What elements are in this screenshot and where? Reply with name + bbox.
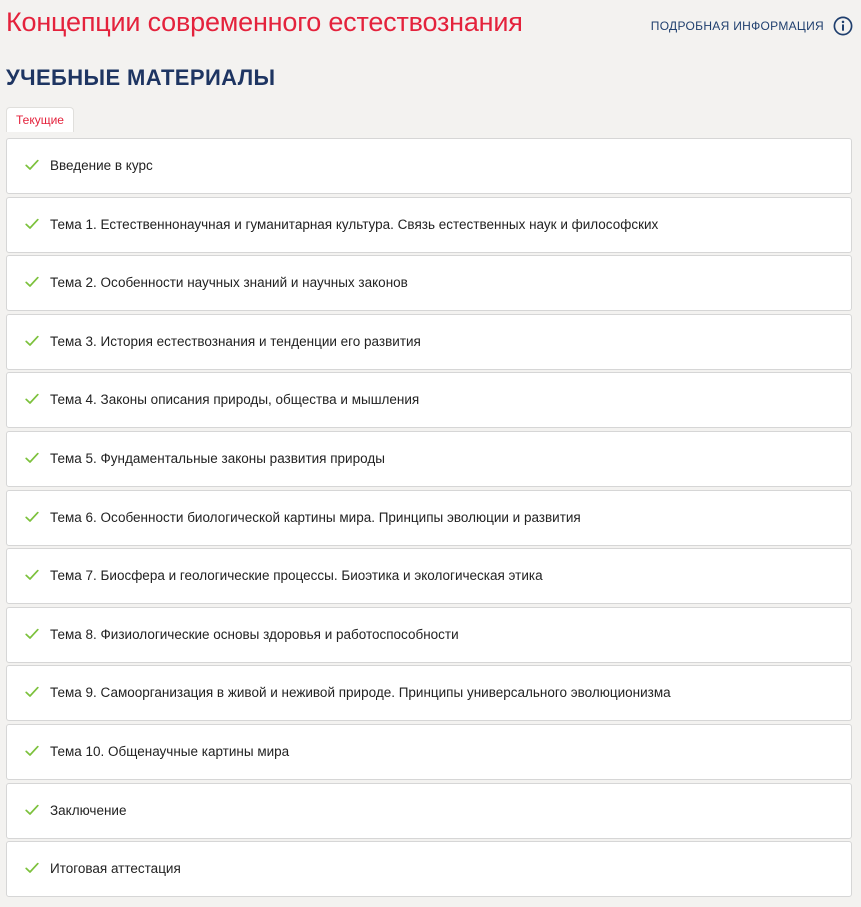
checkmark-icon bbox=[25, 452, 39, 464]
list-item[interactable] bbox=[6, 431, 852, 487]
list-item[interactable] bbox=[6, 665, 852, 721]
list-item-label: Заключение bbox=[50, 802, 127, 818]
checkmark-icon bbox=[25, 745, 39, 757]
list-item-label: Тема 1. Естественнонаучная и гуманитарная культура. Связь естественных наук и философских bbox=[50, 216, 659, 232]
checkmark-icon bbox=[25, 804, 39, 816]
checkmark-icon bbox=[25, 686, 39, 698]
checkmark-icon bbox=[25, 218, 39, 230]
checkmark-icon bbox=[25, 569, 39, 581]
list-item[interactable] bbox=[6, 255, 852, 311]
checkmark-icon bbox=[25, 628, 39, 640]
info-circle-icon bbox=[833, 16, 853, 36]
checkmark-icon bbox=[25, 159, 39, 171]
page-header bbox=[0, 0, 861, 54]
course-title: Концепции современного естествознания bbox=[6, 7, 523, 37]
materials-tabs bbox=[6, 107, 74, 132]
details-info-link[interactable] bbox=[651, 16, 853, 36]
list-item-label: Тема 4. Законы описания природы, общества и мышления bbox=[50, 392, 420, 408]
list-item[interactable] bbox=[6, 197, 852, 253]
checkmark-icon bbox=[25, 511, 39, 523]
details-info-label: ПОДРОБНАЯ ИНФОРМАЦИЯ bbox=[650, 19, 824, 33]
list-item-label: Тема 8. Физиологические основы здоровья и работоспособности bbox=[50, 626, 459, 642]
list-item-label: Тема 2. Особенности научных знаний и научных законов bbox=[50, 275, 408, 291]
list-item-label: Итоговая аттестация bbox=[50, 861, 181, 877]
tab-current[interactable]: Текущие bbox=[6, 107, 74, 132]
list-item-label: Введение в курс bbox=[50, 158, 153, 173]
list-item[interactable] bbox=[6, 841, 852, 897]
list-item[interactable] bbox=[6, 372, 852, 428]
section-title: УЧЕБНЫЕ МАТЕРИАЛЫ bbox=[6, 65, 276, 90]
list-item[interactable] bbox=[6, 724, 852, 780]
list-item[interactable] bbox=[6, 783, 852, 839]
list-item-label: Тема 10. Общенаучные картины мира bbox=[50, 743, 290, 759]
list-item[interactable] bbox=[6, 607, 852, 663]
checkmark-icon bbox=[25, 862, 39, 874]
list-item[interactable] bbox=[6, 314, 852, 370]
list-item[interactable] bbox=[6, 490, 852, 546]
checkmark-icon bbox=[25, 276, 39, 288]
list-item-label: Тема 6. Особенности биологической картины мира. Принципы эволюции и развития bbox=[50, 509, 581, 525]
checkmark-icon bbox=[25, 393, 39, 405]
list-item-label: Тема 3. История естествознания и тенденции его развития bbox=[50, 333, 421, 349]
materials-list bbox=[6, 138, 852, 900]
list-item[interactable] bbox=[6, 138, 852, 194]
list-item-label: Тема 7. Биосфера и геологические процессы. Биоэтика и экологическая этика bbox=[50, 568, 543, 584]
list-item-label: Тема 9. Самоорганизация в живой и неживой природе. Принципы универсального эволюционизма bbox=[50, 685, 671, 701]
list-item-label: Тема 5. Фундаментальные законы развития природы bbox=[50, 450, 385, 466]
list-item[interactable] bbox=[6, 548, 852, 604]
checkmark-icon bbox=[25, 335, 39, 347]
